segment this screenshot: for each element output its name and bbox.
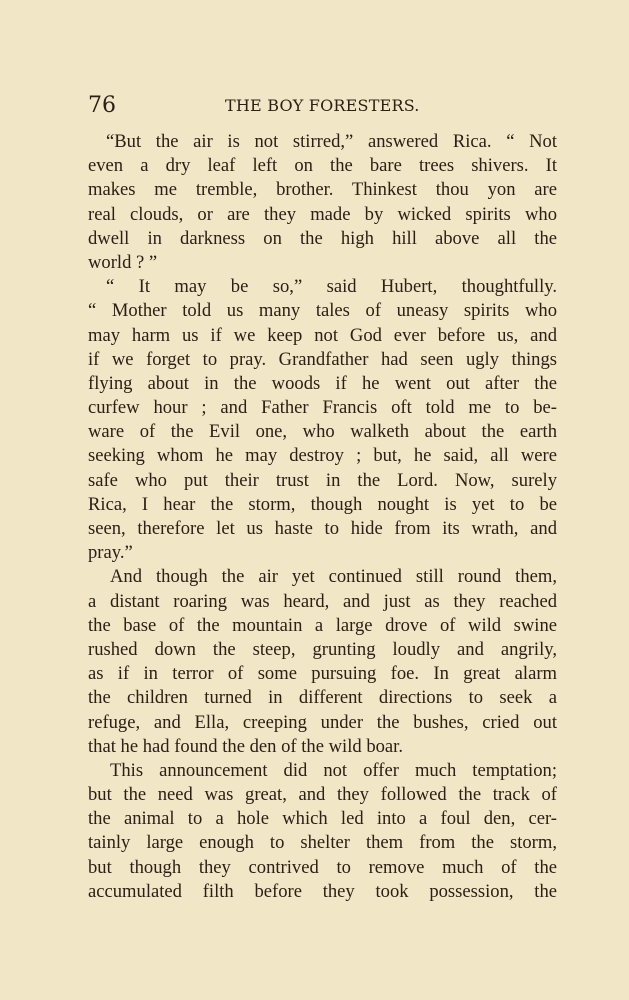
text-line: real clouds, or are they made by wicked spirits who: [88, 203, 557, 225]
body-text: [88, 130, 557, 904]
running-title: THE BOY FORESTERS.: [225, 96, 420, 115]
text-line: refuge, and Ella, creeping under the bushes, cried out: [88, 711, 557, 733]
text-line: Rica, I hear the storm, though nought is yet to be: [88, 493, 557, 515]
text-line: even a dry leaf left on the bare trees shivers. It: [88, 155, 557, 177]
text-line: seeking whom he may destroy ; but, he said, all were: [88, 445, 557, 467]
text-line: rushed down the steep, grunting loudly and angrily,: [88, 638, 557, 660]
text-line: but the need was great, and they followed the track of: [88, 784, 557, 806]
text-line: “ It may be so,” said Hubert, thoughtfully.: [106, 276, 557, 298]
text-line: seen, therefore let us haste to hide from its wrath, and: [88, 518, 557, 539]
text-line: as if in terror of some pursuing foe. In great alarm: [88, 663, 557, 685]
text-line: but though they contrived to remove much of the: [88, 856, 557, 878]
text-line: the base of the mountain a large drove of wild swine: [88, 614, 557, 636]
text-line: may harm us if we keep not God ever before us, and: [88, 324, 557, 346]
text-line: world ? ”: [88, 251, 158, 273]
text-line: makes me tremble, brother. Thinkest thou yon are: [88, 179, 557, 201]
text-line: pray.”: [88, 542, 133, 564]
text-line: flying about in the woods if he went out after the: [88, 372, 557, 394]
text-line: tainly large enough to shelter them from the storm,: [88, 832, 557, 854]
text-line: dwell in darkness on the high hill above all the: [88, 227, 557, 249]
page-number: 76: [88, 93, 116, 118]
text-line: the children turned in different directions to seek a: [88, 687, 557, 709]
text-line: safe who put their trust in the Lord. Now, surely: [88, 469, 557, 491]
text-line: ware of the Evil one, who walketh about the earth: [88, 421, 557, 443]
text-line: accumulated filth before they took possession, the: [88, 880, 557, 902]
text-line: a distant roaring was heard, and just as they reached: [88, 590, 557, 612]
text-line: if we forget to pray. Grandfather had seen ugly things: [88, 348, 557, 370]
text-line: “ Mother told us many tales of uneasy spirits who: [88, 300, 557, 322]
text-line: that he had found the den of the wild boar.: [88, 735, 403, 757]
text-line: “But the air is not stirred,” answered Rica. “ Not: [106, 131, 557, 152]
running-head: [88, 94, 557, 124]
text-line: curfew hour ; and Father Francis oft told me to be-: [88, 397, 557, 419]
text-line: This announcement did not offer much temptation;: [110, 759, 557, 781]
text-line: And though the air yet continued still round them,: [110, 566, 557, 588]
text-line: the animal to a hole which led into a foul den, cer-: [88, 808, 557, 830]
